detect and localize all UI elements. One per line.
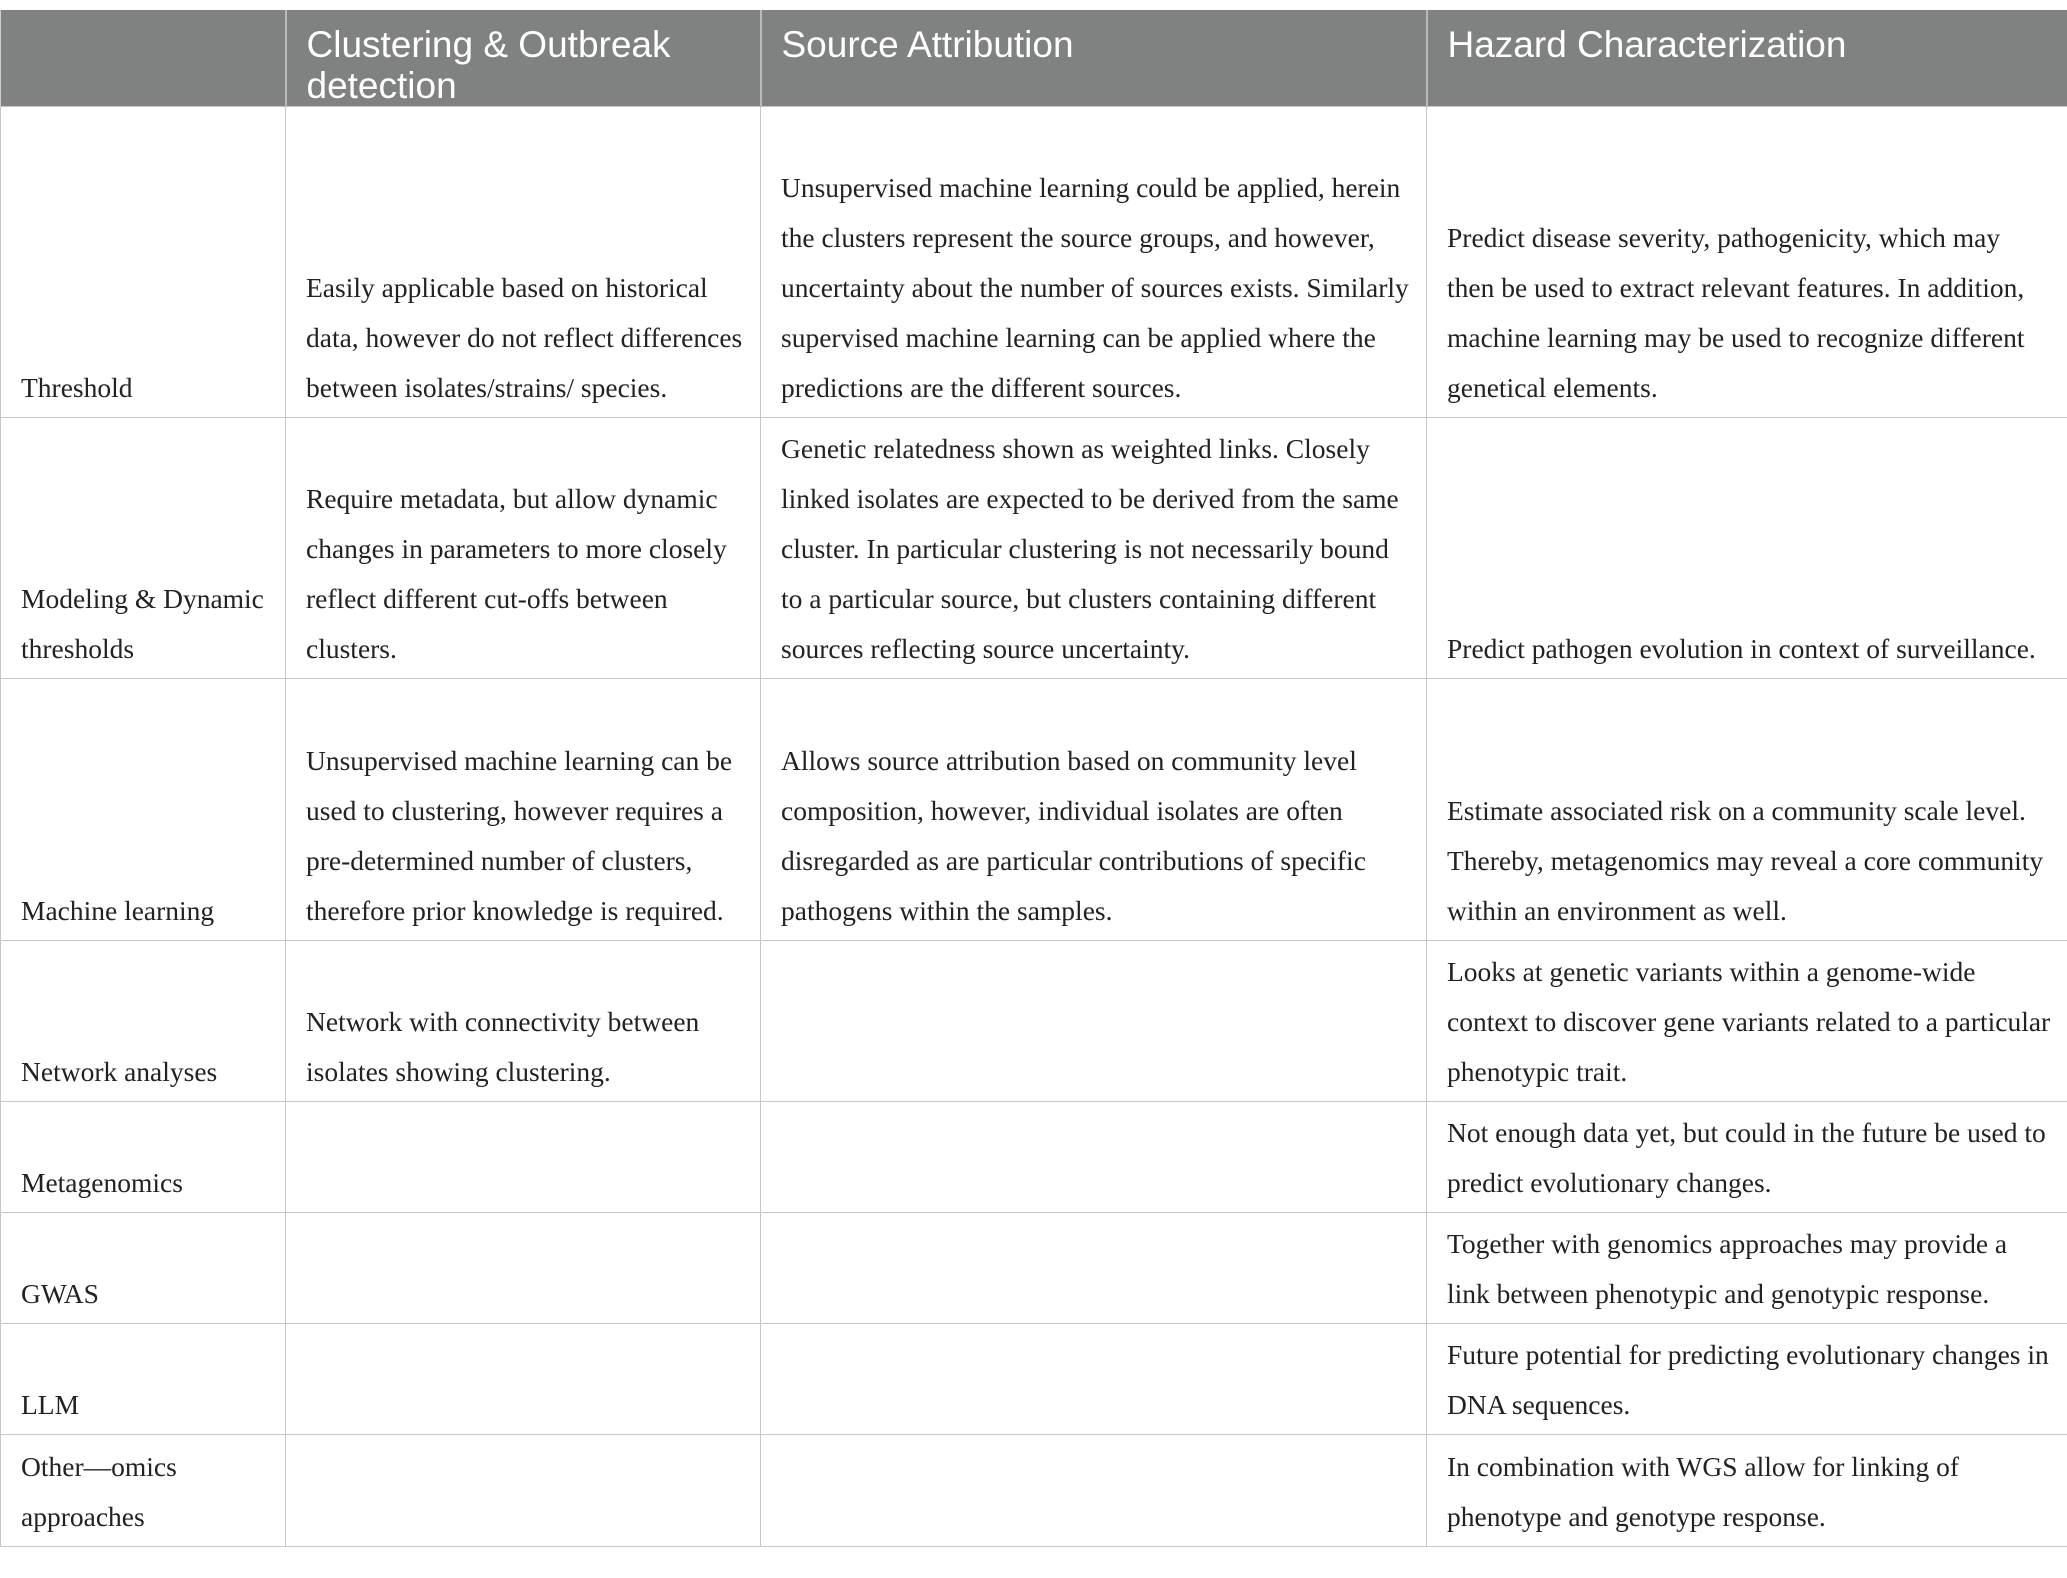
source-cell: Allows source attribution based on community level composition, however, individual isolates are often disregarded as are particular contributions of specific pathogens within the samples. <box>761 679 1427 941</box>
clustering-cell: Easily applicable based on historical data, however do not reflect differences between isolates/strains/ species. <box>286 107 761 418</box>
row-label: Modeling & Dynamic thresholds <box>1 418 286 679</box>
table-row <box>1 1435 2067 1547</box>
source-cell <box>761 1102 1427 1213</box>
clustering-cell <box>286 1324 761 1435</box>
header-source-attribution: Source Attribution <box>761 10 1427 107</box>
clustering-cell <box>286 1102 761 1213</box>
clustering-cell <box>286 1435 761 1547</box>
hazard-cell: Looks at genetic variants within a genome-wide context to discover gene variants related to a particular phenotypic trait. <box>1427 941 2067 1102</box>
table-row <box>1 1324 2067 1435</box>
row-label: GWAS <box>1 1213 286 1324</box>
table-row <box>1 941 2067 1102</box>
clustering-cell: Unsupervised machine learning can be used to clustering, however requires a pre-determined number of clusters, therefore prior knowledge is required. <box>286 679 761 941</box>
table-row <box>1 679 2067 941</box>
hazard-cell: In combination with WGS allow for linking of phenotype and genotype response. <box>1427 1435 2067 1547</box>
clustering-cell <box>286 1213 761 1324</box>
hazard-cell: Predict pathogen evolution in context of surveillance. <box>1427 418 2067 679</box>
source-cell <box>761 1324 1427 1435</box>
hazard-cell: Estimate associated risk on a community scale level. Thereby, metagenomics may reveal a core community within an environment as well. <box>1427 679 2067 941</box>
hazard-cell: Predict disease severity, pathogenicity, which may then be used to extract relevant features. In addition, machine learning may be used to recognize different genetical elements. <box>1427 107 2067 418</box>
table-row <box>1 418 2067 679</box>
hazard-cell: Not enough data yet, but could in the future be used to predict evolutionary changes. <box>1427 1102 2067 1213</box>
table-row <box>1 1102 2067 1213</box>
header-corner <box>1 10 286 107</box>
table-row <box>1 107 2067 418</box>
header-hazard-characterization: Hazard Characterization <box>1427 10 2067 107</box>
hazard-cell: Future potential for predicting evolutionary changes in DNA sequences. <box>1427 1324 2067 1435</box>
row-label: Threshold <box>1 107 286 418</box>
row-label: Machine learning <box>1 679 286 941</box>
source-cell: Unsupervised machine learning could be applied, herein the clusters represent the source groups, and however, uncertainty about the number of sources exists. Similarly supervised machine learning can be applied where the predictions are the different sources. <box>761 107 1427 418</box>
comparison-table <box>0 10 2067 1547</box>
clustering-cell: Network with connectivity between isolates showing clustering. <box>286 941 761 1102</box>
source-cell <box>761 1213 1427 1324</box>
row-label: Network analyses <box>1 941 286 1102</box>
row-label: LLM <box>1 1324 286 1435</box>
table-row <box>1 1213 2067 1324</box>
source-cell: Genetic relatedness shown as weighted links. Closely linked isolates are expected to be derived from the same cluster. In particular clustering is not necessarily bound to a particular source, but clusters containing different sources reflecting source uncertainty. <box>761 418 1427 679</box>
row-label: Other—omics approaches <box>1 1435 286 1547</box>
row-label: Metagenomics <box>1 1102 286 1213</box>
source-cell <box>761 941 1427 1102</box>
source-cell <box>761 1435 1427 1547</box>
clustering-cell: Require metadata, but allow dynamic changes in parameters to more closely reflect different cut-offs between clusters. <box>286 418 761 679</box>
hazard-cell: Together with genomics approaches may provide a link between phenotypic and genotypic response. <box>1427 1213 2067 1324</box>
header-clustering: Clustering & Outbreak detection <box>286 10 761 107</box>
header-row <box>1 10 2067 107</box>
